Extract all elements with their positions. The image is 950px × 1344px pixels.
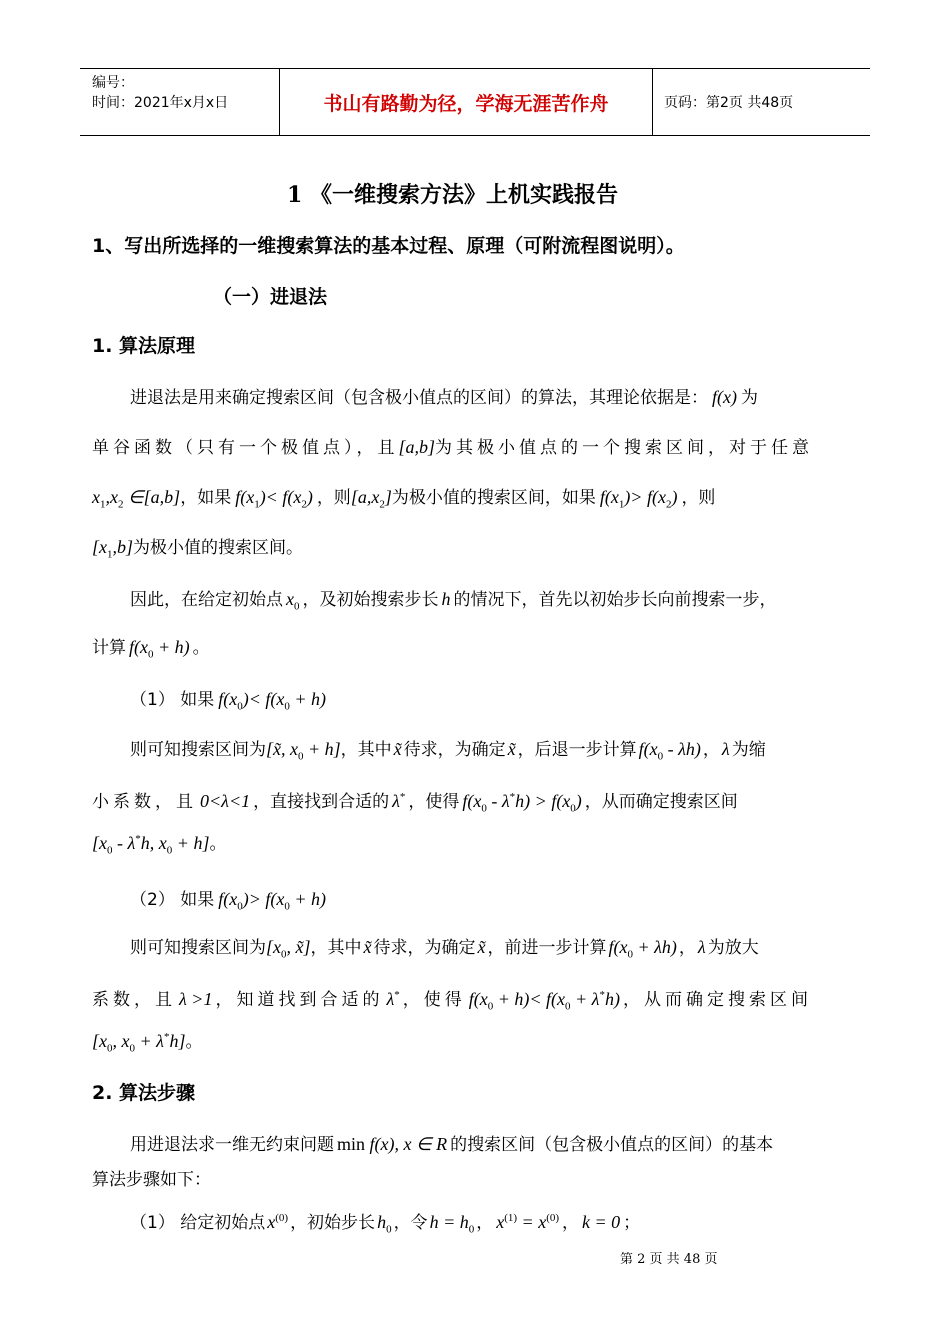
case2-line1: 则可知搜索区间为[$x_0$, x̃]，其中 x̃ 待求，为确定 x̃ ，前进一步计算 $f(x_0 + \lambda h)$ ， λ 为放大 bbox=[130, 937, 759, 961]
formula-x1x2: $x_1,x_2$ ∈[a,b] bbox=[92, 487, 181, 511]
case1-line2: 小系数，且 0<λ<1 ，直接找到合适的 λ* ，使得 $f(x_0 - \lambda^*h) > f(x_0)$ ，从而确定搜索区间 bbox=[92, 791, 738, 815]
p3-line1: 用进退法求一维无约束问题 min f(x), x ∈ R 的搜索区间（包含极小值点的区间）的基本 bbox=[130, 1134, 774, 1155]
formula-x0: $x_0$ bbox=[286, 589, 300, 613]
case1-line3: [$x_0 - \lambda^*h$, $x_0 + h$]。 bbox=[92, 833, 227, 857]
step1-line: （1） 给定初始点 $x^{(0)}$ ，初始步长 $h_0$ ，令 $h = h_0$ ， $x^{(1)} = x^{(0)}$ ， k = 0 ； bbox=[130, 1212, 641, 1236]
section-heading: （一）进退法 bbox=[213, 286, 328, 308]
p1-line2: 单谷函数（只有一个极值点），且[a,b]为其极小值点的一个搜索区间，对于任意 bbox=[92, 437, 814, 458]
formula-interval-x1b: $[x_1,b]$ bbox=[92, 537, 134, 561]
formula-case2-cond: $f(x_0)> f(x_0 + h)$ bbox=[218, 889, 326, 913]
date-line: 时间：2021年x月x日 bbox=[92, 95, 229, 111]
page-footer: 第 2 页 共 48 页 bbox=[620, 1252, 718, 1267]
case2-line2: 系数，且 λ >1 ，知道找到合适的 λ* ，使得 $f(x_0 + h)< f(x_0 + \lambda^*h)$ ，从而确定搜索区间 bbox=[92, 989, 812, 1013]
p1-line4: $[x_1,b]$为极小值的搜索区间。 bbox=[92, 537, 304, 561]
formula-greater: $f(x_1)> f(x_2)$ bbox=[599, 487, 678, 511]
question-heading: 1、写出所选择的一维搜索算法的基本过程、原理（可附流程图说明）。 bbox=[92, 235, 685, 257]
case2-line3: [$x_0$, $x_0 + \lambda^*h$]。 bbox=[92, 1031, 203, 1055]
subsection-principle: 1. 算法原理 bbox=[92, 335, 196, 357]
formula-less: $f(x_1)< f(x_2)$ bbox=[235, 487, 313, 511]
subsection-steps: 2. 算法步骤 bbox=[92, 1082, 196, 1104]
formula-fx0h: $f(x_0 + h)$ bbox=[129, 637, 190, 661]
case1-line1: 则可知搜索区间为[x̃, $x_0 + h$]，其中 x̃ 待求，为确定 x̃ ，后退一步计算 $f(x_0 - \lambda h)$ ， λ 为缩 bbox=[130, 739, 766, 763]
page-info: 页码：第2页 共48页 bbox=[664, 95, 794, 111]
formula-case1-result: $f(x_0 - \lambda^*h) > f(x_0)$ bbox=[462, 791, 582, 815]
header-meta-cell bbox=[80, 69, 280, 135]
motto: 书山有路勤为径，学海无涯苦作舟 bbox=[280, 69, 653, 135]
formula-interval-case1: [x̃, $x_0 + h$] bbox=[266, 739, 341, 763]
formula-fx: f(x) bbox=[712, 387, 737, 407]
header-table bbox=[80, 68, 870, 136]
p2-line1: 因此，在给定初始点 $x_0$ ，及初始搜索步长 h 的情况下，首先以初始步长向前搜索一步， bbox=[130, 589, 777, 613]
case2-label: （2） 如果 $f(x_0)> f(x_0 + h)$ bbox=[130, 889, 326, 913]
p3-line2: 算法步骤如下： bbox=[92, 1170, 211, 1190]
page-title: 1 《一维搜索方法》上机实践报告 bbox=[287, 182, 618, 208]
formula-forward-step: $f(x_0 + \lambda h)$ bbox=[608, 937, 677, 961]
p2-line2: 计算 $f(x_0 + h)$ 。 bbox=[92, 637, 210, 661]
number-label: 编号： bbox=[92, 75, 134, 91]
formula-case2-result: $f(x_0 + h)< f(x_0 + \lambda^*h)$ bbox=[468, 989, 620, 1013]
p1-line3: $x_1,x_2$ ∈[a,b]，如果 $f(x_1)< f(x_2)$ ，则$[a,x_2]$为极小值的搜索区间，如果 $f(x_1)> f(x_2)$ ，则 bbox=[92, 487, 716, 511]
formula-case1-interval: [$x_0 - \lambda^*h$, $x_0 + h$] bbox=[92, 833, 210, 857]
formula-interval-ab: [a,b] bbox=[398, 437, 436, 457]
formula-h: h bbox=[441, 589, 451, 609]
formula-back-step: $f(x_0 - \lambda h)$ bbox=[638, 739, 701, 763]
case1-label: （1） 如果 $f(x_0)< f(x_0 + h)$ bbox=[130, 689, 326, 713]
formula-interval-case2: [$x_0$, x̃] bbox=[266, 937, 311, 961]
p1-line1: 进退法是用来确定搜索区间（包含极小值点的区间）的算法，其理论依据是： f(x) 为 bbox=[130, 387, 758, 408]
formula-min: min f(x), x ∈ R bbox=[337, 1134, 448, 1154]
formula-case2-interval: [$x_0$, $x_0 + \lambda^*h$] bbox=[92, 1031, 186, 1055]
formula-interval-ax2: $[a,x_2]$ bbox=[350, 487, 392, 511]
formula-case1-cond: $f(x_0)< f(x_0 + h)$ bbox=[218, 689, 326, 713]
